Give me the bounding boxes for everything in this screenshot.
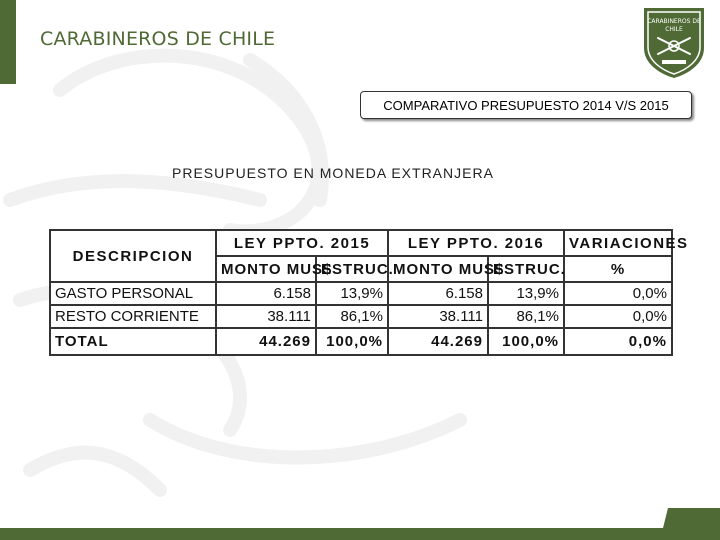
footer-corner-tab [660,508,720,540]
carabineros-emblem-icon [636,4,712,80]
group-header-2016: LEY PPTO. 2016 [388,230,564,256]
total-value: 100,0% [316,328,388,355]
total-value: 44.269 [216,328,316,355]
emblem-text-top: CARABINEROS DE [647,18,701,25]
sub-header-monto-2015: MONTO MUS$ [216,256,316,282]
row-value: 0,0% [564,282,672,305]
sub-header-estruc-2016: ESTRUC. [488,256,564,282]
left-accent-bar [0,0,16,84]
row-value: 0,0% [564,305,672,328]
total-value: 44.269 [388,328,488,355]
table-total-row [50,328,672,355]
row-label: GASTO PERSONAL [50,282,216,305]
sub-header-percent: % [564,256,672,282]
total-label: TOTAL [50,328,216,355]
table-row [50,282,672,305]
subtitle-box: COMPARATIVO PRESUPUESTO 2014 V/S 2015 [360,91,692,119]
row-label: RESTO CORRIENTE [50,305,216,328]
section-title: PRESUPUESTO EN MONEDA EXTRANJERA [172,165,494,181]
row-value: 86,1% [316,305,388,328]
total-value: 100,0% [488,328,564,355]
footer-bar [0,528,720,540]
row-value: 13,9% [488,282,564,305]
emblem-text-bottom: CHILE [665,26,683,33]
table-row [50,305,672,328]
row-value: 6.158 [388,282,488,305]
row-value: 38.111 [216,305,316,328]
group-header-variaciones: VARIACIONES [564,230,672,256]
sub-header-monto-2016: MONTO MUS$ [388,256,488,282]
group-header-2015: LEY PPTO. 2015 [216,230,388,256]
sub-header-estruc-2015: ESTRUC. [316,256,388,282]
row-value: 86,1% [488,305,564,328]
table-group-header-row [50,230,672,256]
description-header: DESCRIPCION [50,230,216,282]
budget-table [49,229,689,356]
row-value: 13,9% [316,282,388,305]
row-value: 38.111 [388,305,488,328]
row-value: 6.158 [216,282,316,305]
total-value: 0,0% [564,328,672,355]
org-title: CARABINEROS DE CHILE [40,28,276,50]
